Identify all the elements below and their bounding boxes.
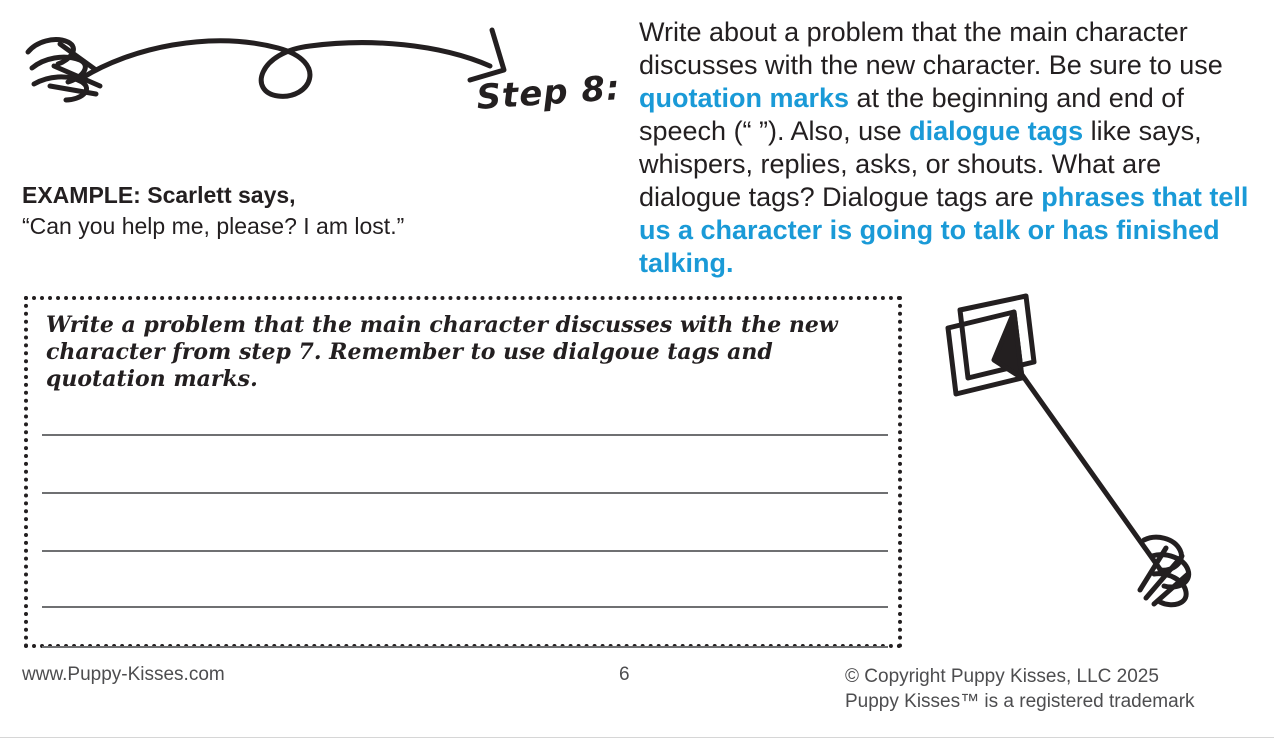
example-quote: “Can you help me, please? I am lost.” [22,213,405,239]
footer-website[interactable]: www.Puppy-Kisses.com [22,664,225,685]
instructions-highlight-phrases: phrases that tell us a character is going to talk or has finished talking. [639,182,1249,278]
step-label: Step 8: [475,68,622,118]
writing-line[interactable] [42,550,888,552]
example-block [22,180,602,242]
copyright-line-2: Puppy Kisses™ is a registered trademark [845,691,1195,712]
copyright-line-1: © Copyright Puppy Kisses, LLC 2025 [845,666,1159,687]
answer-box[interactable] [24,296,902,648]
writing-line[interactable] [42,646,888,648]
instructions-paragraph [639,16,1257,280]
writing-line[interactable] [42,492,888,494]
diagonal-arrow-icon [930,290,1230,620]
instructions-highlight-dialogue-tags: dialogue tags [909,116,1084,146]
instructions-highlight-quotation-marks: quotation marks [639,83,850,113]
writing-line[interactable] [42,434,888,436]
instructions-part-2: at the beginning and end of speech (“ ”). Also, use [639,83,1184,146]
writing-line[interactable] [42,606,888,608]
footer-page-number: 6 [619,664,630,685]
answer-prompt: Write a problem that the main character discusses with the new character from step 7. Remember to use dialgoue tags and quotation marks. [46,312,838,392]
footer-copyright [845,664,1265,714]
bottom-strip [0,738,1274,752]
curved-arrow-icon [10,8,530,138]
example-lead: EXAMPLE: Scarlett says, [22,182,296,208]
instructions-part-3: like says, whispers, replies, asks, or shouts. What are dialogue tags? Dialogue tags are [639,116,1202,212]
instructions-part-1: Write about a problem that the main character discusses with the new character. Be sure to use [639,17,1223,80]
